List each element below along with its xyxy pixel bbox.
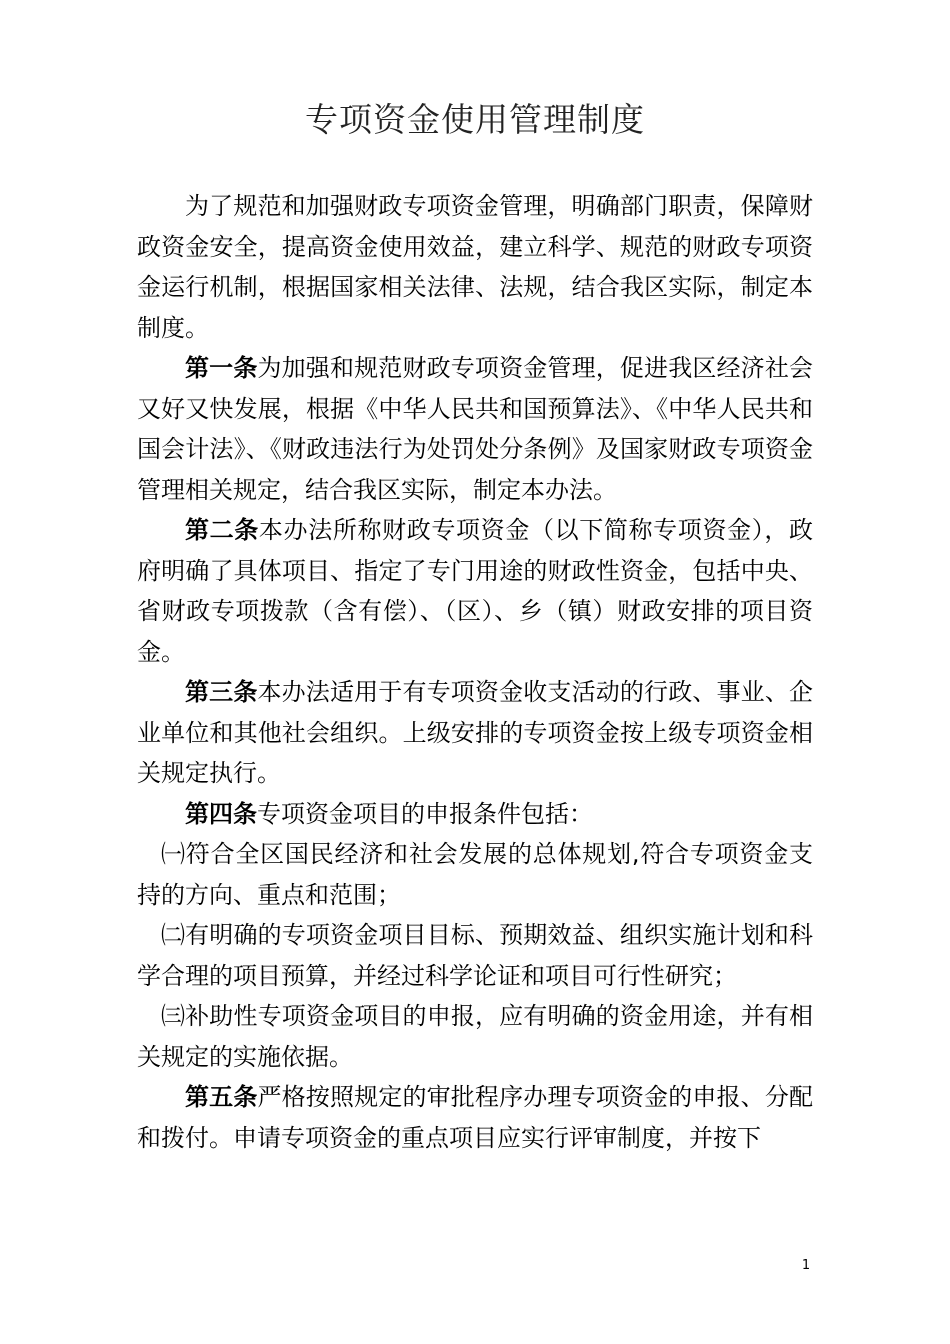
article-text: 本办法适用于有专项资金收支活动的行政、事业、企业单位和其他社会组织。上级安排的专项资金按上级专项资金相关规定执行。 [137, 678, 814, 787]
document-body [137, 186, 813, 1158]
preamble-paragraph: 为了规范和加强财政专项资金管理，明确部门职责，保障财政资金安全，提高资金使用效益，建立科学、规范的财政专项资金运行机制，根据国家相关法律、法规，结合我区实际，制定本制度。 [137, 192, 813, 342]
article-3 [137, 672, 813, 794]
list-item: ㈡有明确的专项资金项目目标、预期效益、组织实施计划和科学合理的项目预算，并经过科学论证和项目可行性研究； [137, 921, 813, 990]
article-label: 第三条 [185, 678, 258, 706]
article-label: 第一条 [185, 354, 258, 382]
list-item: ㈢补助性专项资金项目的申报，应有明确的资金用途，并有相关规定的实施依据。 [137, 1002, 813, 1071]
article-text: 本办法所称财政专项资金（以下简称专项资金），政府明确了具体项目、指定了专门用途的财政性资金，包括中央、省财政专项拨款（含有偿）、（区）、乡（镇）财政安排的项目资金。 [137, 516, 814, 666]
article-label: 第五条 [185, 1083, 258, 1111]
article-label: 第二条 [185, 516, 259, 544]
article-2 [137, 510, 813, 672]
article-text: 为加强和规范财政专项资金管理，促进我区经济社会又好又快发展，根据《中华人民共和国预算法》、《中华人民共和国会计法》、《财政违法行为处罚处分条例》及国家财政专项资金管理相关规定，结合我区实际，制定本办法。 [137, 354, 814, 504]
list-item: ㈠符合全区国民经济和社会发展的总体规划,符合专项资金支持的方向、重点和范围； [137, 840, 813, 909]
article-1 [137, 348, 813, 510]
page-title: 专项资金使用管理制度 [305, 100, 645, 139]
page-number: 1 [801, 1258, 811, 1273]
article-label: 第四条 [185, 799, 257, 828]
article-text: 严格按照规定的审批程序办理专项资金的申报、分配和拨付。申请专项资金的重点项目应实行评审制度，并按下 [137, 1083, 814, 1152]
article-5 [137, 1077, 813, 1158]
article-4 [137, 794, 813, 835]
article-text: 专项资金项目的申报条件包括： [257, 799, 593, 828]
